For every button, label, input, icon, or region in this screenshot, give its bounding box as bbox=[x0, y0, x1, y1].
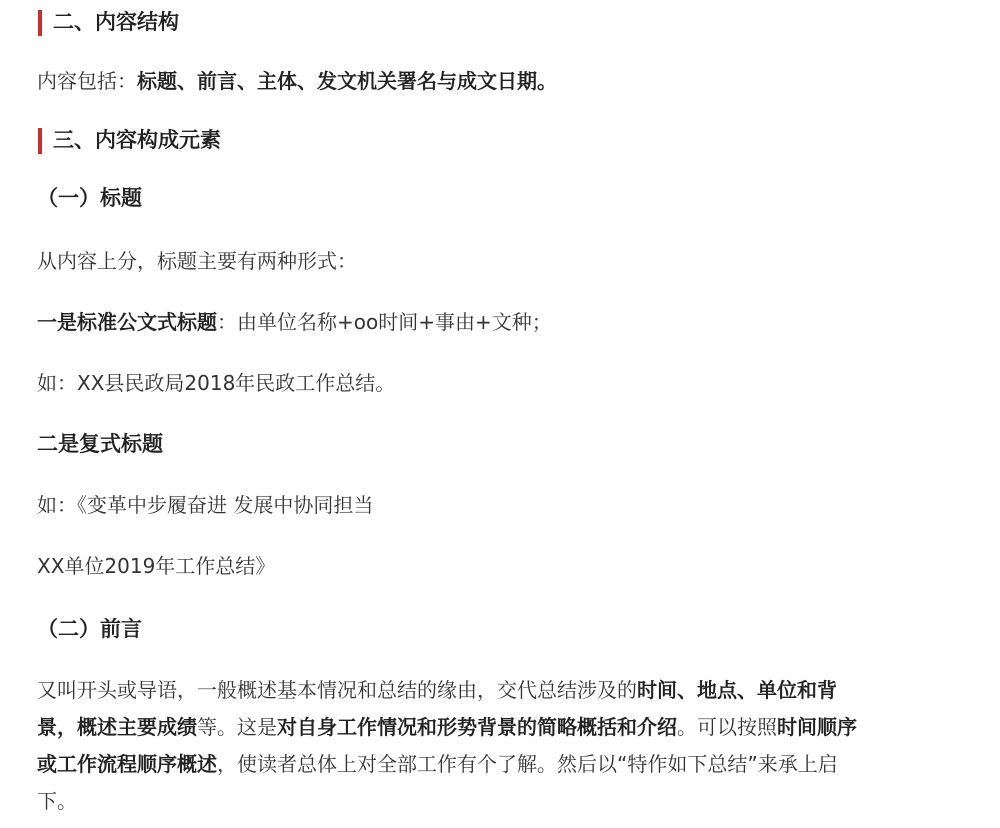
content-includes-line bbox=[37, 71, 557, 91]
preface-text: 下。 bbox=[37, 789, 77, 813]
section-heading-elements bbox=[38, 130, 221, 151]
preface-line bbox=[37, 709, 967, 746]
content-includes-prefix: 内容包括： bbox=[37, 69, 137, 93]
preface-emphasis: 时间顺序 bbox=[777, 715, 857, 739]
content-includes-items: 标题、前言、主体、发文机关署名与成文日期。 bbox=[137, 69, 557, 93]
preface-emphasis: 时间、地点、单位和背 bbox=[637, 678, 837, 702]
title-form-one-label: 一是标准公文式标题 bbox=[37, 310, 217, 334]
preface-emphasis: 或工作流程顺序概述 bbox=[37, 752, 217, 776]
title-form-two-example-line1: 如：《变革中步履奋进 发展中协同担当 bbox=[37, 493, 374, 517]
preface-paragraph bbox=[37, 672, 967, 820]
title-form-one-desc: ：由单位名称+oo时间+事由+文种； bbox=[217, 310, 552, 334]
preface-text: 等。这是 bbox=[197, 715, 277, 739]
title-form-one bbox=[37, 312, 552, 332]
preface-emphasis: 对自身工作情况和形势背景的简略概括和介绍 bbox=[277, 715, 677, 739]
preface-line bbox=[37, 783, 967, 820]
title-form-two-example-line2: XX单位2019年工作总结》 bbox=[37, 554, 276, 578]
title-form-two-label: 二是复式标题 bbox=[37, 432, 163, 456]
section-heading-text: 二、内容结构 bbox=[53, 10, 179, 34]
preface-line bbox=[37, 746, 967, 783]
preface-text: 又叫开头或导语，一般概述基本情况和总结的缘由，交代总结涉及的 bbox=[37, 678, 637, 702]
section-heading-structure bbox=[38, 12, 179, 33]
subsection-heading-preface: （二）前言 bbox=[37, 617, 142, 641]
preface-text: ，使读者总体上对全部工作有个了解。然后以“特作如下总结”来承上启 bbox=[217, 752, 838, 776]
section-accent-bar bbox=[38, 128, 42, 154]
preface-text: 。可以按照 bbox=[677, 715, 777, 739]
title-form-one-example: 如：XX县民政局2018年民政工作总结。 bbox=[37, 371, 396, 395]
section-accent-bar bbox=[38, 10, 42, 36]
title-forms-intro: 从内容上分，标题主要有两种形式： bbox=[37, 249, 357, 273]
subsection-heading-title: （一）标题 bbox=[37, 186, 142, 210]
section-heading-text: 三、内容构成元素 bbox=[53, 128, 221, 152]
preface-emphasis: 景，概述主要成绩 bbox=[37, 715, 197, 739]
preface-line bbox=[37, 672, 967, 709]
